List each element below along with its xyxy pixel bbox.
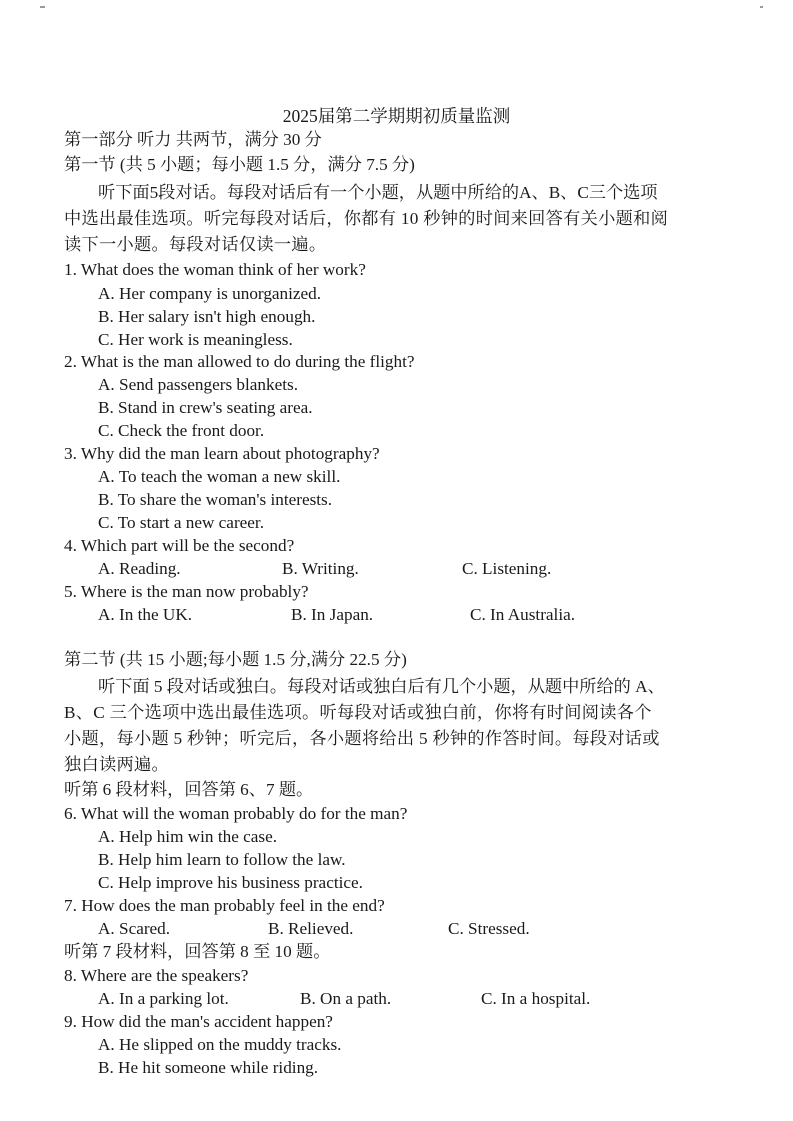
question-option: C. In Australia. — [470, 605, 576, 624]
question-option: B. Relieved. — [268, 919, 354, 938]
section2-instructions-line: 独白读两遍。 — [64, 755, 169, 774]
question-option: B. Writing. — [282, 559, 359, 578]
question-option: A. In a parking lot. — [98, 989, 229, 1008]
question-stem: 5. Where is the man now probably? — [64, 582, 309, 601]
exam-title: 2025届第二学期期初质量监测 — [282, 106, 511, 126]
question-option: A. Help him win the case. — [98, 827, 277, 846]
scan-corner-mark — [40, 6, 45, 8]
question-option: C. Listening. — [462, 559, 552, 578]
question-stem: 8. Where are the speakers? — [64, 966, 249, 985]
question-option: A. Reading. — [98, 559, 181, 578]
section2-heading: 第二节 (共 15 小题;每小题 1.5 分,满分 22.5 分) — [64, 650, 407, 669]
question-option: C. To start a new career. — [98, 513, 264, 532]
question-stem: 1. What does the woman think of her work? — [64, 260, 366, 279]
question-option: B. In Japan. — [291, 605, 374, 624]
question-option: C. Stressed. — [448, 919, 530, 938]
material-note: 听第 7 段材料，回答第 8 至 10 题。 — [64, 942, 331, 961]
question-option: B. Stand in crew's seating area. — [98, 398, 313, 417]
question-option: C. Her work is meaningless. — [98, 330, 293, 349]
question-option: C. In a hospital. — [481, 989, 591, 1008]
section1-instructions-line: 读下一小题。每段对话仅读一遍。 — [64, 235, 327, 254]
scan-corner-mark — [760, 6, 763, 8]
question-stem: 9. How did the man's accident happen? — [64, 1012, 333, 1031]
section2-instructions-line: B、C 三个选项中选出最佳选项。听每段对话或独白前，你将有时间阅读各个 — [64, 703, 652, 722]
question-option: B. Help him learn to follow the law. — [98, 850, 346, 869]
question-option: A. He slipped on the muddy tracks. — [98, 1035, 342, 1054]
question-option: A. In the UK. — [98, 605, 193, 624]
question-option: B. To share the woman's interests. — [98, 490, 333, 509]
section2-instructions-line: 小题，每小题 5 秒钟；听完后，各小题将给出 5 秒钟的作答时间。每段对话或 — [64, 729, 660, 748]
question-stem: 3. Why did the man learn about photography? — [64, 444, 380, 463]
question-option: B. Her salary isn't high enough. — [98, 307, 316, 326]
question-option: B. On a path. — [300, 989, 392, 1008]
material-note: 听第 6 段材料，回答第 6、7 题。 — [64, 780, 314, 799]
question-option: C. Help improve his business practice. — [98, 873, 363, 892]
section1-instructions-line: 听下面5段对话。每段对话后有一个小题，从题中所给的A、B、C三个选项 — [98, 183, 658, 202]
question-option: C. Check the front door. — [98, 421, 265, 440]
part1-heading: 第一部分 听力 共两节，满分 30 分 — [64, 130, 322, 149]
question-stem: 6. What will the woman probably do for the man? — [64, 804, 408, 823]
question-stem: 7. How does the man probably feel in the end? — [64, 896, 385, 915]
question-stem: 4. Which part will be the second? — [64, 536, 295, 555]
section2-instructions-line: 听下面 5 段对话或独白。每段对话或独白后有几个小题，从题中所给的 A、 — [98, 677, 665, 696]
question-stem: 2. What is the man allowed to do during the flight? — [64, 352, 415, 371]
question-option: A. Scared. — [98, 919, 171, 938]
section1-heading: 第一节 (共 5 小题；每小题 1.5 分，满分 7.5 分) — [64, 155, 415, 174]
question-option: A. Send passengers blankets. — [98, 375, 299, 394]
question-option: A. To teach the woman a new skill. — [98, 467, 341, 486]
question-option: B. He hit someone while riding. — [98, 1058, 319, 1077]
question-option: A. Her company is unorganized. — [98, 284, 322, 303]
section1-instructions-line: 中选出最佳选项。听完每段对话后，你都有 10 秒钟的时间来回答有关小题和阅 — [64, 209, 669, 228]
